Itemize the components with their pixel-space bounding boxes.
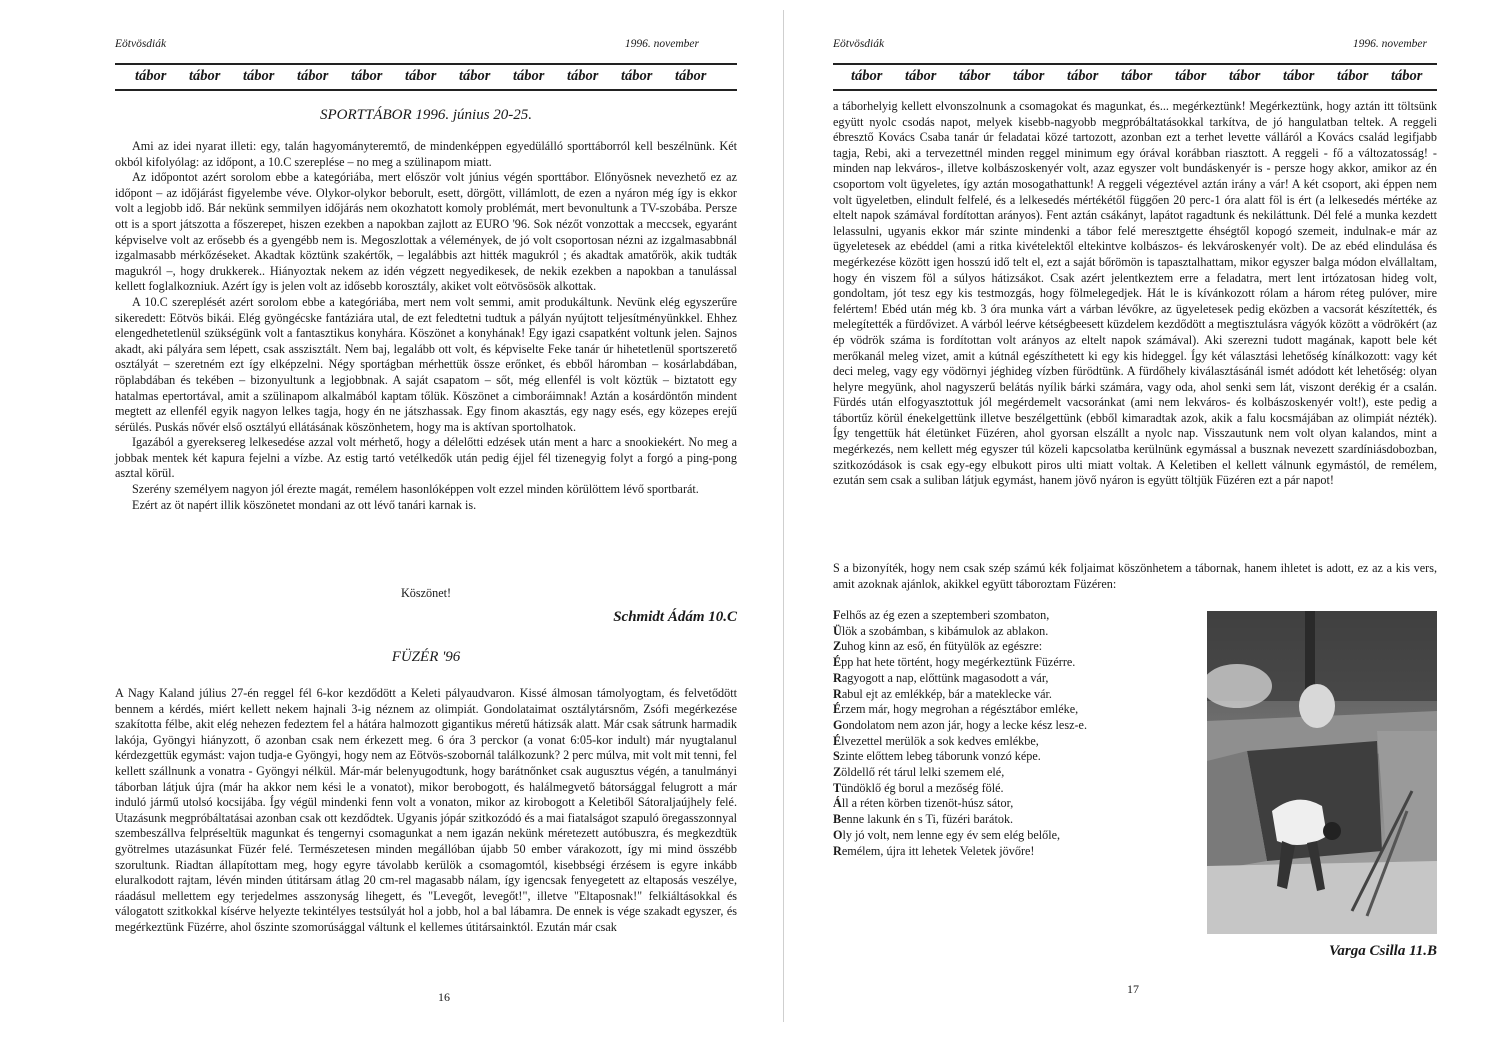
band-word: tábor bbox=[959, 68, 991, 84]
poem-line bbox=[833, 655, 1193, 671]
running-header bbox=[115, 38, 737, 54]
band-word: tábor bbox=[1337, 68, 1369, 84]
paragraph: a táborhelyig kellett elvonszolnunk a csomagokat és magunkat, és... megérkeztünk! Megérkeztünk, hogy aztán itt töltsünk együtt nyolc csodás napot, melyek kisebb-nagyobb megpróbáltatásokkal tarkítva, de jó hangulatban teltek. A reggeli ébresztő Kovács Csaba tanár úr feladatai közé tartozott, azonban ezt a terhet levette válláról a Kovács család legifjabb tagja, Rebi, aki a tervezettnél minden reggel minimum egy órával korábban riasztott. A reggeli - fő a változatosság! - minden nap lekváros-, illetve kolbászoskenyér volt, azaz egyszer volt bundáskenyér is - persze hogy akkor, amikor az én csoportom volt ügyeletes, így aztán mosogathattunk! A reggeli végeztével aztán irány a vár! A két csoport, aki éppen nem volt ügyeletben, elindult felfelé, és a lelkesedés mértékétől függően 20 perc-1 óra alatt föl is ért (a lelkesedés mértéke az eltelt napok számával fordítottan arányos). Fent aztán csákányt, lapátot ragadtunk és nekiláttunk. Dél felé a munka kezdett lelassulni, ugyanis ekkor már szinte mindenki a tábor felé meresztgette éhségtől kopogó szemeit, indulnak-e már az ügyeletesek az ebéddel (ami a ritka kivételektől eltekintve kolbászos- és lekvároskenyér volt). De az ebéd elindulása és megérkezése között igen hosszú idő telt el, ezt a saját bőrömön is tapasztalhattam, mikor egyszer balga módon elvállaltam, hogy én viszem föl a súlyos hátizsákot. Csak azért jelentkeztem erre a feladatra, mert lent irtózatosan hideg volt, gondoltam, jót tesz egy kis testmozgás, hogy fölmelegedjek. Hát le is kívánkozott rólam a három réteg pulóver, mire felértem! Ebéd után még kb. 3 óra munka várt a várban lévőkre, az ügyeletesek pedig eközben a vacsorát készítették, és melegítették a fürdővizet. A várból leérve kétségbeesett küzdelem kezdődött a megtisztulásra vágyók között a vödrökért (az ép vödrök száma is fordítottan volt arányos az eltelt napok számával). Aki szerezni tudott magának, kapott bele két merőkanál meleg vizet, amit a kútnál egészíthetett ki egy kis hideggel. Így két választási lehetőség kínálkozott: vagy két deci meleg, vagy egy vödörnyi jéghideg vízben fürödtünk. A fürdőhely kiválasztásánál ismét adódott két lehetőség: olyan helyre megyünk, ahol nagyszerű belátás nyílik bárki számára, vagy oda, ahol senki sem lát, viszont derékig ér a csalán. Fürdés után elfogyasztottuk jól megérdemelt vacsoránkat (ami nem lekváros- és kolbászoskenyér volt!), este pedig a tábortűz körül énekelgettünk illetve beszélgettünk (ebből kimaradtak azok, akik a falu kocsmájában az olimpiát nézték). Így tengettük hát életünket Füzéren, ahol gyorsan elszállt a nyolc nap. Visszautunk nem volt olyan kalandos, mint a megérkezés, nem kellett még egyszer túl közeli kapcsolatba kerülnünk egymással a busznak nevezett szardíniásdobozban, szitkozódások is csak egy-egy elbukott piros ulti miatt voltak. A Keletiben el kellett válnunk egymástól, de remélem, ezután sem csak a suliban látjuk egymást, hanem jövő nyáron is együtt töltjük Füzéren ezt a pár napot! bbox=[833, 99, 1437, 488]
right-page bbox=[833, 0, 1437, 1050]
page-divider bbox=[783, 10, 784, 1022]
author-signature: Varga Csilla 11.B bbox=[1329, 943, 1437, 959]
poem-intro bbox=[833, 561, 1437, 592]
poem-line bbox=[833, 624, 1193, 640]
band-word: tábor bbox=[675, 68, 707, 84]
paragraph: Igazából a gyereksereg lelkesedése azzal volt mérhető, hogy a délelőtti edzések után ment a harc a snookiekért. No meg a jobbak mentek két kapura fejelni a vízbe. Az estig tartó vetélkedők után pedig éjjel fél tizenegyig folyt a forgó a ping-pong asztal körül. bbox=[115, 435, 737, 481]
poem-text: zinte előttem lebeg táborunk vonzó képe. bbox=[839, 749, 1041, 764]
band-word: tábor bbox=[1175, 68, 1207, 84]
band-word: tábor bbox=[189, 68, 221, 84]
paragraph: A Nagy Kaland július 27-én reggel fél 6-kor kezdődött a Keleti pályaudvaron. Kissé álmosan támolyogtam, és felvetődött bennem a kérdés, miért kellett nekem hajnali 3-ig néznem az olimpiát. Gondolataimat osztálytársnőm, Zsófi megérkezése szakította félbe, akit elég nehezen fedeztem fel a hátára halmozott gigantikus méretű hátizsák alatt. Már csak sátrunk harmadik lakója, Gyöngyi hiányzott, ő azonban csak nem érkezett meg. 6 óra 3 perckor (a vonat 6:05-kor indult) már nyugtalanul kérdezgettük egymást: vajon tudja-e Gyöngyi, hogy nem az Eötvös-szobornál találkozunk? 2 perc múlva, mit volt mit tenni, fel kellett szállnunk a vonatra - Gyöngyi nélkül. Már-már belenyugodtunk, hogy barátnőnket csak augusztus végén, a tanulmányi táborban látjuk újra (már ha akkor nem kési le a vonatot), mikor berobogott, és halálmegvető bátorsággal felugrott a már induló jármű utolsó kocsijába. Így végül mindenki fenn volt a vonaton, mikor az kirobogott a Keletiből Sátoraljaújhely felé. Utazásunk megpróbáltatásai azonban csak ott kezdődtek. Ugyanis jópár szitkozódó és a mai fiatalságot szapuló öregasszonnyal szembeszállva felpréseltük magunkat és tengernyi csomagunkat a nem igazán nekünk méretezett autóbuszra, és megkezdtük gyötrelmes utazásunkat Füzér felé. Természetesen minden megállóban újabb 50 ember várakozott, így mi mind összébb szorultunk. Riadtan állapítottam meg, hogy egyre távolabb kerülök a csomagomtól, kisebbségi érzésem is egyre inkább eluralkodott rajtam, lévén minden útitársam átlag 20 cm-rel magasabb nálam, így igencsak fenyegetett az eltaposás veszélye, ráadásul mellettem egy terjedelmes asszonyság lihegett, és "Levegőt, levegőt!", illetve "Eltaposnak!" felkiáltásokkal és válogatott szitkokkal kísérve helyezte tekintélyes testsúlyát hol a jobb, hol a bal lábamra. De ennek is vége szakadt egyszer, és megérkeztünk Füzérre, ahol őszinte szomorúsággal váltunk el kellemes útitársainktól. Ezután már csak bbox=[115, 686, 737, 934]
band-word: tábor bbox=[297, 68, 329, 84]
poem-line bbox=[833, 844, 1193, 860]
poem-line bbox=[833, 749, 1193, 765]
page-number: 16 bbox=[438, 990, 450, 1004]
paragraph: A 10.C szereplését azért sorolom ebbe a kategóriába, mert nem volt semmi, amit produkáltunk. Nevünk elég egyszerűre sikeredett: Eötvös bikái. Elég gyöngécske fantáziára utal, de ezt feledtetni tudtuk a pályán nyújtott teljesítményünkkel. Ehhez elengedhetetlenül szükségünk volt a fantasztikus konyhára. Köszönet a konyhának! Egy igazi csapatként voltunk jelen. Sajnos akadt, aki pályára sem lépett, csak asszisztált. Nem baj, legalább ott volt, és képviselte Feke tanár úr hihetetlenül sportszerető osztályát – szeretném ezt így elképzelni. Négy sportágban mérhettük össze erőnket, és ebből háromban – kosárlabdában, röplabdában és tekében – bizonyultunk a legjobbnak. A saját csapatom – sőt, még ellenfél is volt köztük – biztatott egy hatalmas epertortával, amit a szülinapom alkalmából kaptam tőlük. Köszönet a cimboráimnak! Aztán a kosárdöntőn mindent megtett az ellenfél egyik nagyon lelkes tagja, hogy én ne játszhassak. Egy finom akasztás, egy nagy esés, egy közepes erejű sérülés. Puskás nővér első osztályú ellátásának köszönhetem, hogy ma is aktívan sportolhatok. bbox=[115, 294, 737, 434]
band-word: tábor bbox=[905, 68, 937, 84]
poem-initial: É bbox=[833, 702, 842, 717]
article-body bbox=[115, 139, 737, 513]
poem-initial: F bbox=[833, 608, 841, 622]
poem-text: ondolatom nem azon jár, hogy a lecke kész lesz-e. bbox=[842, 717, 1088, 732]
poem-initial: R bbox=[833, 686, 842, 701]
article-body bbox=[833, 99, 1437, 489]
issue-date: 1996. november bbox=[624, 38, 699, 50]
poem-text: emélem, újra itt lehetek Veletek jövőre! bbox=[841, 843, 1035, 858]
poem-initial: Á bbox=[833, 796, 842, 811]
poem-text: ündöklő ég borul a mezőség fölé. bbox=[841, 780, 1004, 795]
poem-text: lök a szobámban, s kibámulok az ablakon. bbox=[841, 623, 1049, 638]
poem-line bbox=[833, 796, 1193, 812]
poem-line bbox=[833, 671, 1193, 687]
band-word: tábor bbox=[621, 68, 653, 84]
page-number: 17 bbox=[1127, 982, 1139, 996]
band-word: tábor bbox=[567, 68, 599, 84]
poem-line bbox=[833, 828, 1193, 844]
poem-initial: G bbox=[833, 717, 843, 732]
band-word: tábor bbox=[1229, 68, 1261, 84]
author-signature: Schmidt Ádám 10.C bbox=[613, 609, 737, 625]
band-word: tábor bbox=[405, 68, 437, 84]
poem-text: ll a réten körben tizenöt-húsz sátor, bbox=[841, 796, 1014, 811]
poem-line bbox=[833, 608, 1193, 624]
poem-text: pp hat hete történt, hogy megérkeztünk Füzérre. bbox=[841, 655, 1076, 670]
paragraph: Az időpontot azért sorolom ebbe a kategóriába, mert először volt június végén sporttábor. Előnyösnek nevezhető ez az időpont – az időjárást figyelembe véve. Olykor-olykor beborult, esett, dörgött, villámlott, de ezen a nyáron még így is ekkor volt a legjobb idő. Bár nekünk semmilyen időjárás nem okozhatott komoly problémát, mert bevonultunk a TV-szobába. Persze ott is a sport játszotta a főszerepet, hiszen ezekben a napokban zajlott az EURO '96. Sok nézőt vonzottak a meccsek, egyaránt képviselve volt az erősebb és a gyengébb nem is. Megoszlottak a vélemények, de jó volt csoportosan nézni az izgalmasabbnál izgalmasabb mérkőzéseket. Akadtak köztünk szakértők, – legalábbis azt hitték magukról ; és akadtak amatőrök, akik tudták magukról –, hogy drukkerek.. Hiányoztak nekem az idén végzett negyedikesek, de nekik ezekben a napokban a tanulással kellett foglalkozniuk. Azért így is jelen volt az idősebb korosztály, akiket volt eötvösösök alkottak. bbox=[115, 170, 737, 294]
issue-date: 1996. november bbox=[1352, 38, 1427, 50]
poem-initial: T bbox=[833, 780, 842, 795]
section-band bbox=[833, 63, 1437, 91]
poem-initial: Z bbox=[833, 639, 842, 654]
section-band bbox=[115, 63, 737, 91]
poem-line bbox=[833, 765, 1193, 781]
paragraph: Ezért az öt napért illik köszönetet mondani az ott lévő tanári karnak is. bbox=[132, 497, 477, 512]
photo-graphic bbox=[1207, 611, 1437, 934]
band-word: tábor bbox=[459, 68, 491, 84]
article-body bbox=[115, 686, 737, 936]
band-word: tábor bbox=[243, 68, 275, 84]
band-word: tábor bbox=[1391, 68, 1423, 84]
poem-line bbox=[833, 718, 1193, 734]
poem-text: öldellő rét tárul lelki szemem elé, bbox=[841, 765, 1005, 780]
poem bbox=[833, 608, 1193, 859]
left-page bbox=[115, 0, 737, 1050]
poem-text: elhős az ég ezen a szeptemberi szombaton, bbox=[840, 608, 1050, 622]
paragraph: Ami az idei nyarat illeti: egy, talán hagyományteremtő, de mindenképpen egyedülálló sporttáborról kell beszélnünk. Két okból kifolyólag: az időpont, a 10.C szereplése – no meg a szülinapom miatt. bbox=[115, 139, 737, 169]
poem-text: ly jó volt, nem lenne egy év sem elég belőle, bbox=[842, 827, 1061, 842]
poem-initial: Ü bbox=[833, 623, 842, 638]
poem-text: rzem már, hogy megrohan a régésztábor emléke, bbox=[841, 702, 1079, 717]
poem-text: lvezettel merülök a sok kedves emlékbe, bbox=[841, 733, 1039, 748]
poem-initial: B bbox=[833, 812, 842, 827]
poem-initial: R bbox=[833, 670, 842, 685]
poem-text: abul ejt az emlékkép, bár a mateklecke vár. bbox=[841, 686, 1052, 701]
band-word: tábor bbox=[1121, 68, 1153, 84]
poem-line bbox=[833, 734, 1193, 750]
poem-line bbox=[833, 702, 1193, 718]
running-header bbox=[833, 38, 1437, 54]
poem-line bbox=[833, 781, 1193, 797]
poem-text: uhog kinn az eső, én fütyülök az egészre: bbox=[841, 639, 1043, 654]
poem-line bbox=[833, 812, 1193, 828]
poem-initial: R bbox=[833, 843, 842, 858]
article-title: SPORTTÁBOR 1996. június 20-25. bbox=[319, 107, 533, 123]
article-title: FÜZÉR '96 bbox=[391, 649, 461, 665]
paragraph: S a bizonyíték, hogy nem csak szép számú kék foljaimat köszönhetem a tábornak, hanem ihletet is adott, ez az a kis vers, amit azoknak ajánlok, akikkel együtt táboroztam Füzéren: bbox=[833, 561, 1437, 591]
band-word: tábor bbox=[1013, 68, 1045, 84]
band-word: tábor bbox=[851, 68, 883, 84]
band-word: tábor bbox=[513, 68, 545, 84]
poem-line bbox=[833, 639, 1193, 655]
band-word: tábor bbox=[351, 68, 383, 84]
poem-line bbox=[833, 687, 1193, 703]
poem-text: enne lakunk én s Ti, füzéri barátok. bbox=[841, 812, 1014, 827]
band-word: tábor bbox=[1283, 68, 1315, 84]
poem-initial: Z bbox=[833, 765, 842, 780]
poem-initial: S bbox=[833, 749, 840, 764]
poem-initial: É bbox=[833, 655, 842, 670]
poem-initial: É bbox=[833, 733, 842, 748]
excavation-photo bbox=[1207, 611, 1437, 934]
paragraph: Szerény személyem nagyon jól érezte magát, remélem hasonlóképpen volt ezzel minden körülöttem lévő sportbarát. bbox=[132, 482, 699, 497]
poem-initial: O bbox=[833, 827, 843, 842]
thanks-line: Köszönet! bbox=[400, 586, 452, 600]
magazine-name: Eötvösdiák bbox=[833, 38, 885, 50]
band-word: tábor bbox=[1067, 68, 1099, 84]
magazine-name: Eötvösdiák bbox=[115, 38, 167, 50]
band-word: tábor bbox=[135, 68, 167, 84]
poem-text: agyogott a nap, előttünk magasodott a vár, bbox=[841, 670, 1049, 685]
